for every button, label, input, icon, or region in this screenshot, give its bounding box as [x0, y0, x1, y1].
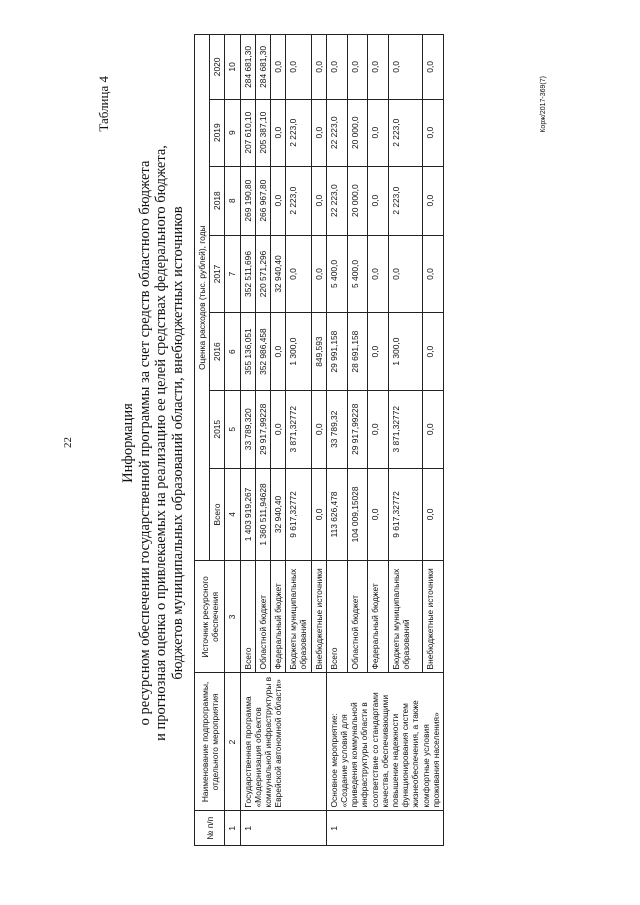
value-cell: 0,0 [271, 390, 286, 468]
index-cell: 3 [225, 561, 240, 673]
value-cell: 5 400,0 [347, 235, 368, 313]
value-cell: 0,0 [311, 390, 326, 468]
value-cell: 0,0 [368, 235, 389, 313]
row-name: Основное мероприятие: «Создание условий для приведения коммунальной инфраструктуры области в соответствие со стандартами качества, обеспечивающими повышение надежности функционирования систем жизнеобеспечения, а также комфортные условия проживания населения» [326, 673, 443, 811]
value-cell: 0,0 [423, 235, 444, 313]
row-source: Федеральный бюджет [368, 561, 389, 673]
index-cell: 7 [225, 235, 240, 313]
title-line: Информация [120, 403, 136, 483]
value-cell: 284 681,30 [240, 35, 255, 100]
header-source: Источник ресурсного обеспечения [195, 561, 225, 673]
header-name: Наименование подпрограммы, отдельного мероприятия [195, 673, 225, 811]
value-cell: 28 691,158 [347, 313, 368, 391]
header-estimate: Оценка расходов (тыс. рублей), годы [195, 35, 210, 561]
value-cell: 0,0 [368, 468, 389, 561]
value-cell: 0,0 [271, 166, 286, 235]
value-cell: 0,0 [347, 35, 368, 100]
value-cell: 266 967,80 [255, 166, 270, 235]
value-cell: 0,0 [423, 99, 444, 166]
value-cell: 1 300,0 [388, 313, 423, 391]
value-cell: 9 617,32772 [286, 468, 311, 561]
value-cell: 0,0 [311, 166, 326, 235]
title-line: о ресурсном обеспечении государственной программы за счет средств областного бюджета [136, 160, 153, 726]
header-year: 2019 [210, 99, 225, 166]
index-cell: 5 [225, 390, 240, 468]
row-num: 1 [240, 811, 326, 846]
header-year: 2015 [210, 390, 225, 468]
value-cell: 113 626,478 [326, 468, 347, 561]
value-cell: 0,0 [368, 166, 389, 235]
value-cell: 3 871,32772 [286, 390, 311, 468]
value-cell: 29 917,99228 [347, 390, 368, 468]
header-total: Всего [210, 468, 225, 561]
value-cell: 0,0 [368, 35, 389, 100]
value-cell: 1 360 511,94628 [255, 468, 270, 561]
index-cell: 6 [225, 313, 240, 391]
title-line: бюджетов муниципальных образований области, внебюджетных источников [169, 206, 186, 680]
value-cell: 352 511,696 [240, 235, 255, 313]
value-cell: 0,0 [311, 99, 326, 166]
row-source: Бюджеты муниципальных образований [388, 561, 423, 673]
index-row [225, 35, 240, 846]
value-cell: 2 223,0 [388, 166, 423, 235]
value-cell: 0,0 [423, 313, 444, 391]
index-cell: 9 [225, 99, 240, 166]
value-cell: 0,0 [311, 235, 326, 313]
row-source: Внебюджетные источники [311, 561, 326, 673]
rotated-page-content [78, 18, 558, 868]
row-source: Внебюджетные источники [423, 561, 444, 673]
title-line: и прогнозная оценка о привлекаемых на реализацию ее целей средствах федерального бюджета, [153, 145, 169, 741]
value-cell: 20 000,0 [347, 166, 368, 235]
table-row [326, 35, 347, 846]
row-source: Всего [326, 561, 347, 673]
value-cell: 0,0 [326, 35, 347, 100]
value-cell: 32 940,40 [271, 468, 286, 561]
value-cell: 0,0 [271, 35, 286, 100]
value-cell: 0,0 [368, 390, 389, 468]
value-cell: 2 223,0 [286, 99, 311, 166]
value-cell: 0,0 [388, 35, 423, 100]
value-cell: 0,0 [271, 99, 286, 166]
value-cell: 2 223,0 [388, 99, 423, 166]
row-source: Бюджеты муниципальных образований [286, 561, 311, 673]
value-cell: 0,0 [423, 35, 444, 100]
value-cell: 9 617,32772 [388, 468, 423, 561]
value-cell: 0,0 [423, 390, 444, 468]
footer-reference: Корж/2017-369(7) [540, 76, 547, 133]
index-cell: 2 [225, 673, 240, 811]
header-year: 2020 [210, 35, 225, 100]
value-cell: 5 400,0 [326, 235, 347, 313]
value-cell: 0,0 [311, 35, 326, 100]
page-number: 22 [62, 437, 74, 448]
value-cell: 220 571,296 [255, 235, 270, 313]
row-num: 1 [326, 811, 443, 846]
value-cell: 3 871,32772 [388, 390, 423, 468]
value-cell: 22 223,0 [326, 166, 347, 235]
value-cell: 1 300,0 [286, 313, 311, 391]
value-cell: 207 610,10 [240, 99, 255, 166]
value-cell: 29 991,158 [326, 313, 347, 391]
row-source: Областной бюджет [347, 561, 368, 673]
index-cell: 8 [225, 166, 240, 235]
value-cell: 0,0 [368, 313, 389, 391]
value-cell: 20 000,0 [347, 99, 368, 166]
value-cell: 849,593 [311, 313, 326, 391]
value-cell: 205 387,10 [255, 99, 270, 166]
value-cell: 0,0 [311, 468, 326, 561]
table-row [240, 35, 255, 846]
row-source: Всего [240, 561, 255, 673]
row-source: Федеральный бюджет [271, 561, 286, 673]
index-cell: 4 [225, 468, 240, 561]
value-cell: 32 940,40 [271, 235, 286, 313]
row-name: Государственная программа «Модернизация объектов коммунальной инфраструктуры в Еврейской автономной области» [240, 673, 326, 811]
value-cell: 33 789,32 [326, 390, 347, 468]
value-cell: 0,0 [388, 235, 423, 313]
value-cell: 2 223,0 [286, 166, 311, 235]
row-source: Областной бюджет [255, 561, 270, 673]
header-year: 2018 [210, 166, 225, 235]
value-cell: 0,0 [286, 235, 311, 313]
index-cell: 1 [225, 811, 240, 846]
table-number: Таблица 4 [96, 76, 111, 132]
value-cell: 22 223,0 [326, 99, 347, 166]
header-year: 2017 [210, 235, 225, 313]
value-cell: 104 009,15028 [347, 468, 368, 561]
header-year: 2016 [210, 313, 225, 391]
value-cell: 1 403 919,267 [240, 468, 255, 561]
value-cell: 0,0 [423, 166, 444, 235]
header-num: № п/п [195, 811, 225, 846]
value-cell: 0,0 [271, 313, 286, 391]
value-cell: 0,0 [286, 35, 311, 100]
value-cell: 29 917,99228 [255, 390, 270, 468]
resource-table [194, 34, 444, 846]
value-cell: 269 190,80 [240, 166, 255, 235]
value-cell: 355 136,051 [240, 313, 255, 391]
value-cell: 0,0 [423, 468, 444, 561]
value-cell: 33 789,320 [240, 390, 255, 468]
value-cell: 284 681,30 [255, 35, 270, 100]
value-cell: 352 986,458 [255, 313, 270, 391]
document-title [120, 18, 186, 868]
index-cell: 10 [225, 35, 240, 100]
value-cell: 0,0 [368, 99, 389, 166]
